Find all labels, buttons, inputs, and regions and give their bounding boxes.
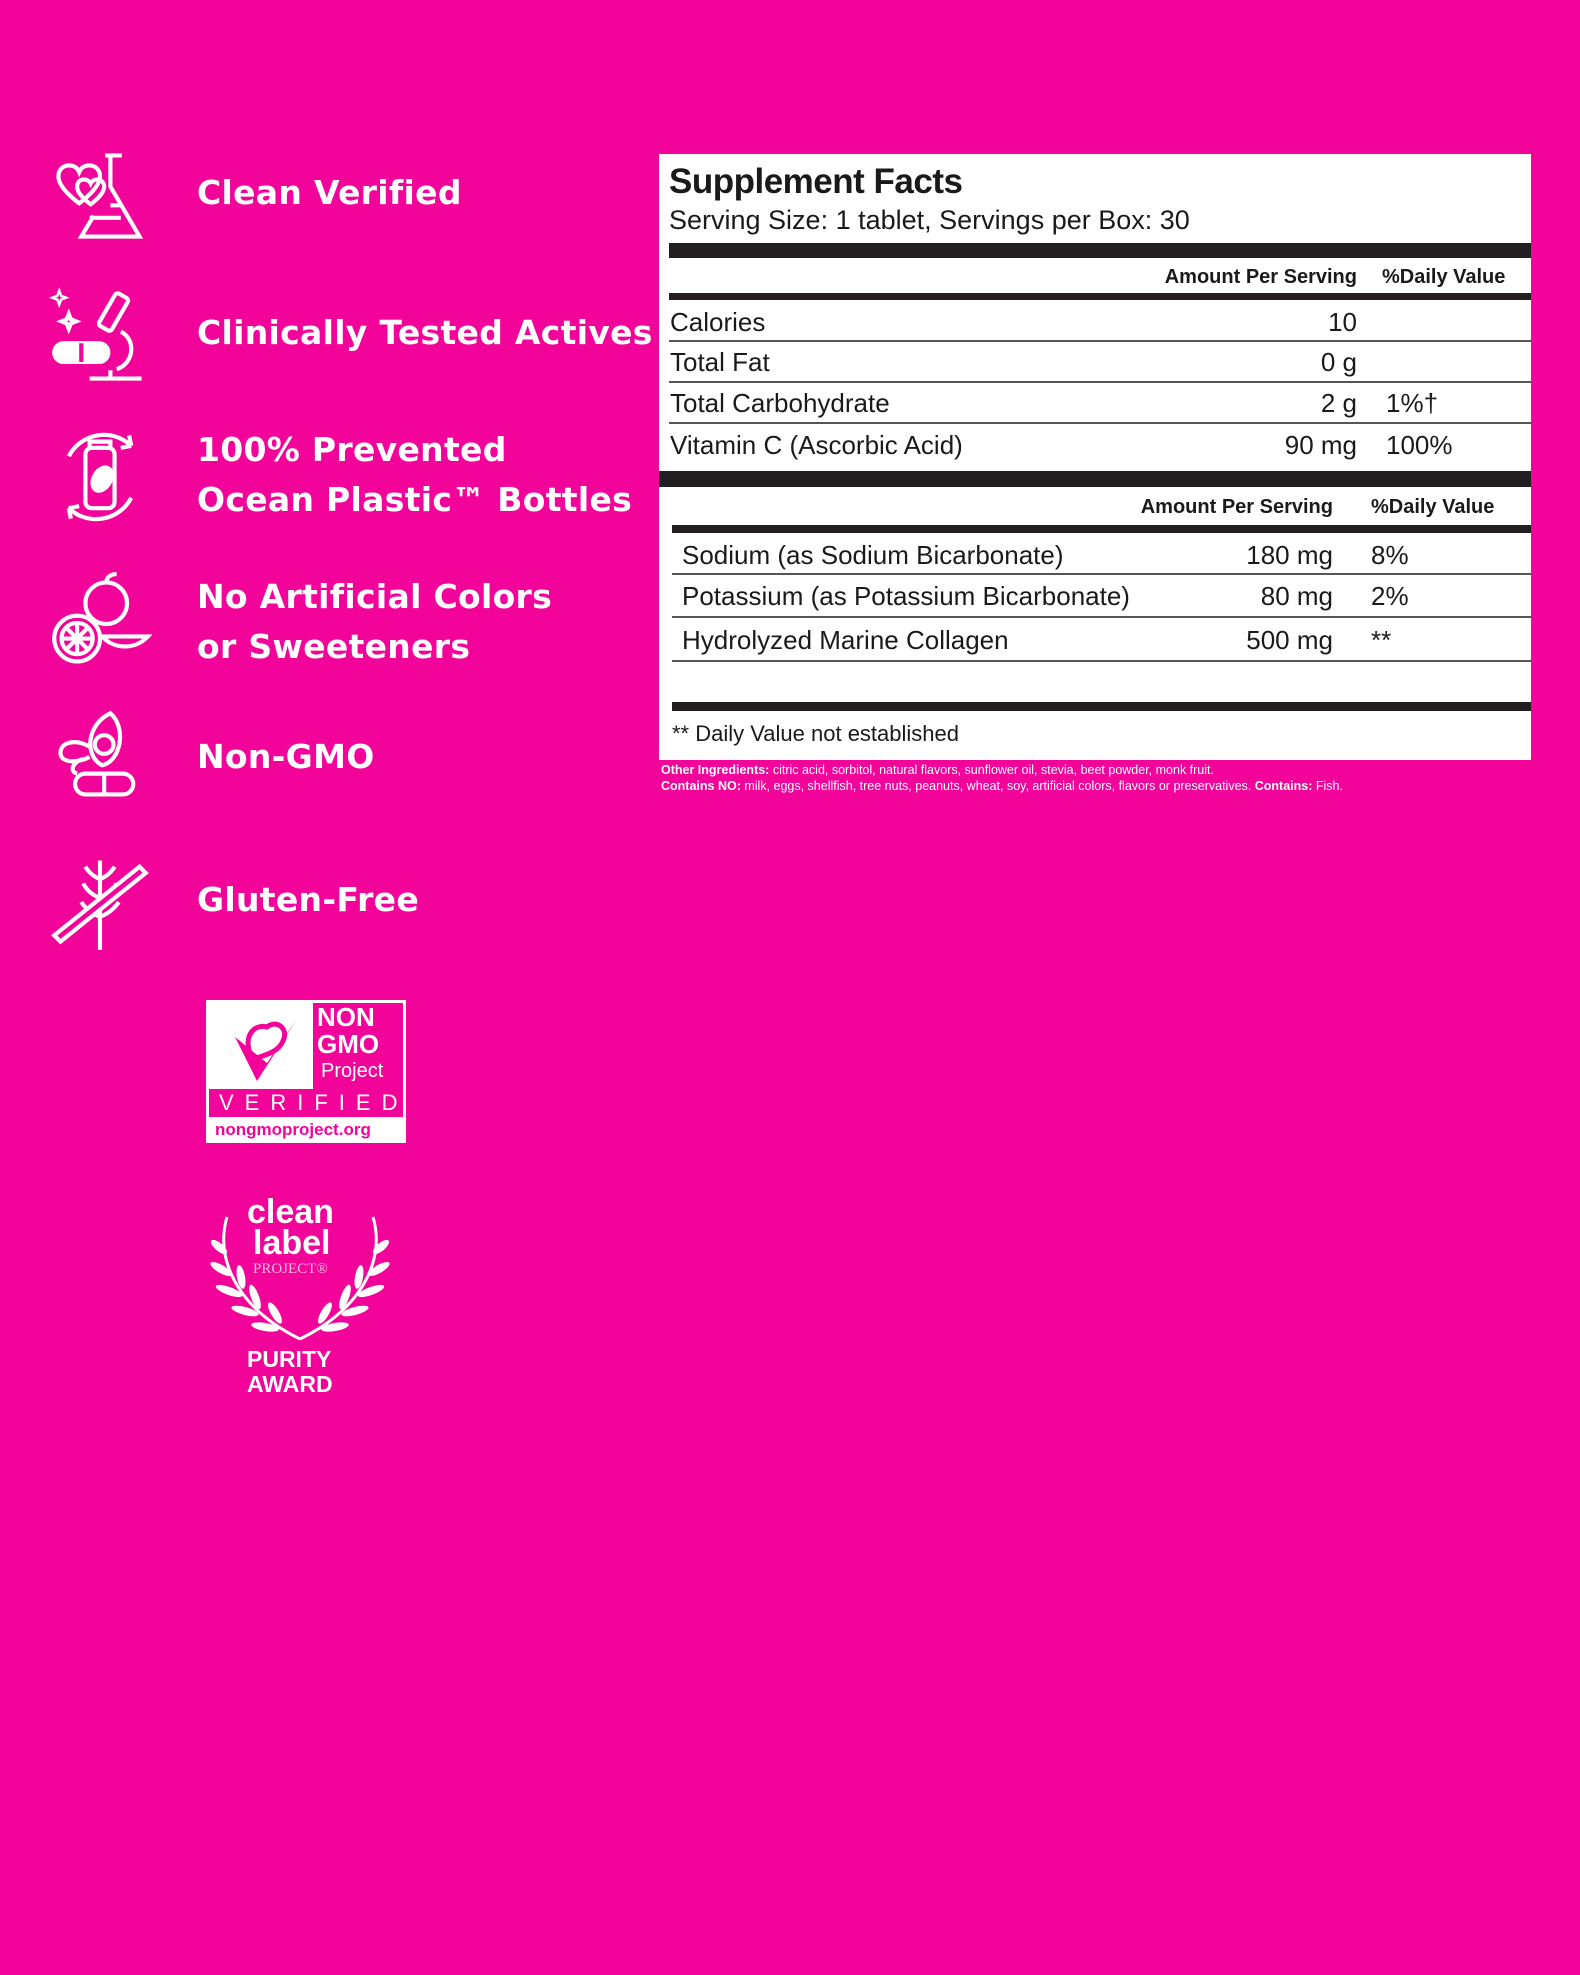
non-gmo-verified-badge — [205, 999, 407, 1144]
header-daily-value: %Daily Value — [1382, 266, 1506, 288]
divider — [672, 702, 1531, 711]
nutrient-name: Hydrolyzed Marine Collagen — [682, 625, 1009, 655]
feature-label-line2: or Sweeteners — [197, 627, 471, 666]
divider — [669, 422, 1531, 424]
nutrient-dv: ** — [1371, 625, 1392, 655]
nutrient-dv: 100% — [1386, 430, 1453, 460]
badge-url: nongmoproject.org — [215, 1120, 371, 1139]
badge-gmo: GMO — [317, 1029, 380, 1059]
divider — [672, 573, 1531, 575]
nutrient-name: Total Fat — [670, 347, 770, 377]
nutrient-dv: 8% — [1371, 540, 1409, 570]
divider — [672, 660, 1531, 662]
header-daily-value: %Daily Value — [1371, 496, 1495, 518]
feature-label-line1: 100% Prevented — [197, 430, 507, 469]
nutrient-dv: 2% — [1371, 581, 1409, 611]
purity-label: PURITY — [247, 1346, 332, 1372]
contains-no-label: Contains NO: — [661, 779, 741, 793]
microscope-pill-icon — [48, 285, 152, 389]
nutrient-amount: 90 mg — [1284, 430, 1357, 460]
nutrient-name: Total Carbohydrate — [670, 388, 890, 418]
divider — [659, 471, 1531, 487]
feature-label-line1: No Artificial Colors — [197, 577, 553, 616]
nutrient-amount: 180 mg — [1246, 540, 1333, 570]
nutrient-amount: 500 mg — [1246, 625, 1333, 655]
recycle-bottle-icon — [48, 425, 152, 529]
clean-label-purity-award-badge — [205, 1193, 395, 1397]
divider — [672, 525, 1531, 533]
nutrient-amount: 0 g — [1320, 347, 1357, 377]
nutrient-name: Vitamin C (Ascorbic Acid) — [670, 430, 963, 460]
butterfly-capsule-icon — [48, 705, 152, 809]
nutrient-name: Potassium (as Potassium Bicarbonate) — [682, 581, 1130, 611]
badge-project: Project — [321, 1060, 384, 1082]
nutrient-name: Calories — [670, 307, 766, 337]
divider — [669, 340, 1531, 342]
divider — [669, 381, 1531, 383]
nutrient-amount: 10 — [1328, 307, 1357, 337]
divider — [669, 293, 1531, 300]
clean-label-project: PROJECT® — [253, 1261, 328, 1277]
feature-label: Gluten-Free — [197, 880, 420, 919]
no-wheat-icon — [48, 848, 152, 952]
allergen-statement — [661, 779, 1343, 794]
feature-label: Non-GMO — [197, 737, 375, 776]
contains-label: Contains: — [1254, 779, 1313, 793]
feature-label: Clinically Tested Actives — [197, 313, 653, 352]
other-ingredients-label: Other Ingredients: — [661, 763, 770, 777]
clean-label-line1: clean — [247, 1193, 334, 1231]
contains-no-text: milk, eggs, shellfish, tree nuts, peanuts, wheat, soy, artificial colors, flavors or preservatives. — [740, 779, 1255, 793]
badge-non: NON — [317, 1002, 375, 1032]
header-amount: Amount Per Serving — [1164, 266, 1357, 288]
clean-label-line2: label — [253, 1224, 331, 1262]
supplement-facts-title: Supplement Facts — [669, 162, 963, 201]
feature-label: Clean Verified — [197, 173, 462, 212]
supplement-facts-panel — [659, 154, 1531, 760]
nutrient-dv: 1%† — [1386, 388, 1439, 418]
divider — [669, 243, 1531, 258]
feature-label-line2: Ocean Plastic™ Bottles — [197, 480, 633, 519]
heart-flask-icon — [48, 145, 152, 249]
badge-verified: VERIFIED — [219, 1090, 409, 1115]
other-ingredients-text: citric acid, sorbitol, natural flavors, sunflower oil, stevia, beet powder, monk fruit. — [769, 763, 1214, 777]
nutrient-name: Sodium (as Sodium Bicarbonate) — [682, 540, 1064, 570]
other-ingredients — [661, 763, 1214, 778]
contains-text: Fish. — [1312, 779, 1343, 793]
fruit-icon — [48, 572, 152, 676]
header-amount: Amount Per Serving — [1140, 496, 1333, 518]
nutrient-amount: 80 mg — [1260, 581, 1333, 611]
footnote: ** Daily Value not established — [672, 721, 959, 746]
divider — [672, 616, 1531, 618]
award-label: AWARD — [247, 1371, 333, 1397]
nutrient-amount: 2 g — [1320, 388, 1357, 418]
serving-size: Serving Size: 1 tablet, Servings per Box: 30 — [669, 205, 1190, 235]
